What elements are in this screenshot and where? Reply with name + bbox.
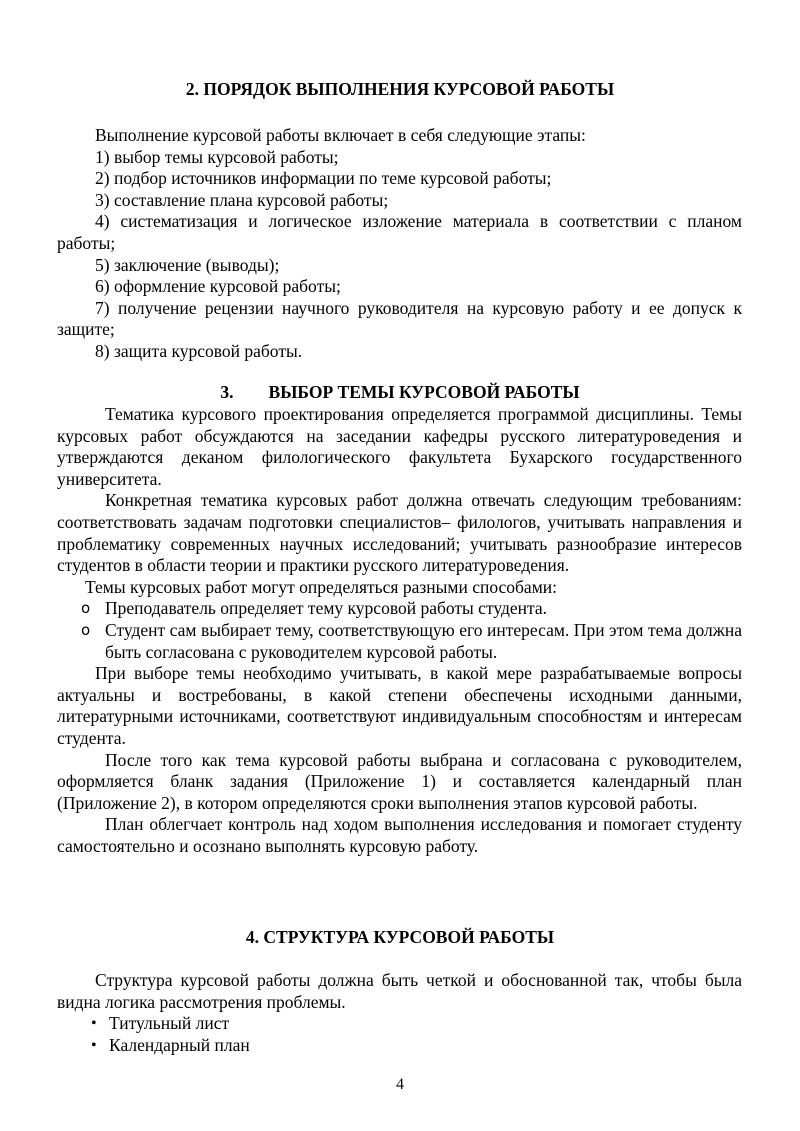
option-item [57,598,742,620]
option-text: Преподаватель определяет тему курсовой работы студента. [105,598,548,619]
section-3-body [57,404,742,857]
section-3-heading-text: 3. ВЫБОР ТЕМЫ КУРСОВОЙ РАБОТЫ [220,382,580,402]
section-4-paragraph-1: Структура курсовой работы должна быть четкой и обоснованной так, чтобы была видна логика рассмотрения проблемы. [57,970,742,1012]
option-item [57,620,742,663]
section-3-paragraph-2: Конкретная тематика курсовых работ должна отвечать следующим требованиям: соответствовать задачам подготовки специалистов– филологов, учитывать направления и проблематику современных научных исследований; учитывать разнообразие интересов студентов в области теории и практики русского литературоведения. [57,490,742,576]
page-number: 4 [396,1076,404,1093]
step-5: 5) заключение (выводы); [95,254,280,275]
section-4-heading: 4. СТРУКТУРА КУРСОВОЙ РАБОТЫ [245,927,555,947]
section-3-paragraph-3: Темы курсовых работ могут определяться разными способами: [85,576,558,597]
section-3-paragraph-4: При выборе темы необходимо учитывать, в какой мере разрабатываемые вопросы актуальны и востребованы, в какой степени обеспечены исходными данными, литературными источниками, соответствуют индивидуальным способностям и интересам студента. [57,663,742,748]
step-6: 6) оформление курсовой работы; [95,276,341,297]
section-2-body [57,125,742,363]
structure-item-text: Календарный план [109,1034,250,1055]
step-8: 8) защита курсовой работы. [95,340,303,361]
section-3-heading [0,382,800,404]
step-3: 3) составление плана курсовой работы; [95,189,389,210]
section-2-heading: 2. ПОРЯДОК ВЫПОЛНЕНИЯ КУРСОВОЙ РАБОТЫ [185,79,615,99]
step-4: 4) систематизация и логическое изложение материала в соответствии с планом работы; [57,211,742,253]
circle-bullet-icon: o [81,599,91,618]
bullet-icon: • [91,1015,97,1033]
structure-item [57,1013,742,1035]
section-3-paragraph-5: После того как тема курсовой работы выбрана и согласована с руководителем, оформляется бланк задания (Приложение 1) и составляется календарный план (Приложение 2), в котором определяются сроки выполнения этапов курсовой работы. [57,749,742,813]
option-text: Студент сам выбирает тему, соответствующую его интересам. При этом тема должна быть согласована с руководителем курсовой работы. [105,619,742,662]
step-1: 1) выбор темы курсовой работы; [95,146,339,167]
step-2: 2) подбор источников информации по теме курсовой работы; [95,168,552,189]
structure-item [57,1035,742,1057]
section-4-body [57,970,742,1056]
circle-bullet-icon: o [81,620,91,639]
structure-item-text: Титульный лист [109,1013,230,1034]
section-3-paragraph-6: План облегчает контроль над ходом выполнения исследования и помогает студенту самостоятельно и осознано выполнять курсовую работу. [57,814,742,856]
step-7: 7) получение рецензии научного руководителя на курсовую работу и ее допуск к защите; [57,297,742,340]
section-3-paragraph-1: Тематика курсового проектирования определяется программой дисциплины. Темы курсовых работ обсуждаются на заседании кафедры русского литературоведения и утверждаются деканом филологического факультета Бухарского государственного университета. [57,404,742,489]
section-2-intro: Выполнение курсовой работы включает в себя следующие этапы: [95,125,586,145]
bullet-icon: • [91,1036,97,1054]
